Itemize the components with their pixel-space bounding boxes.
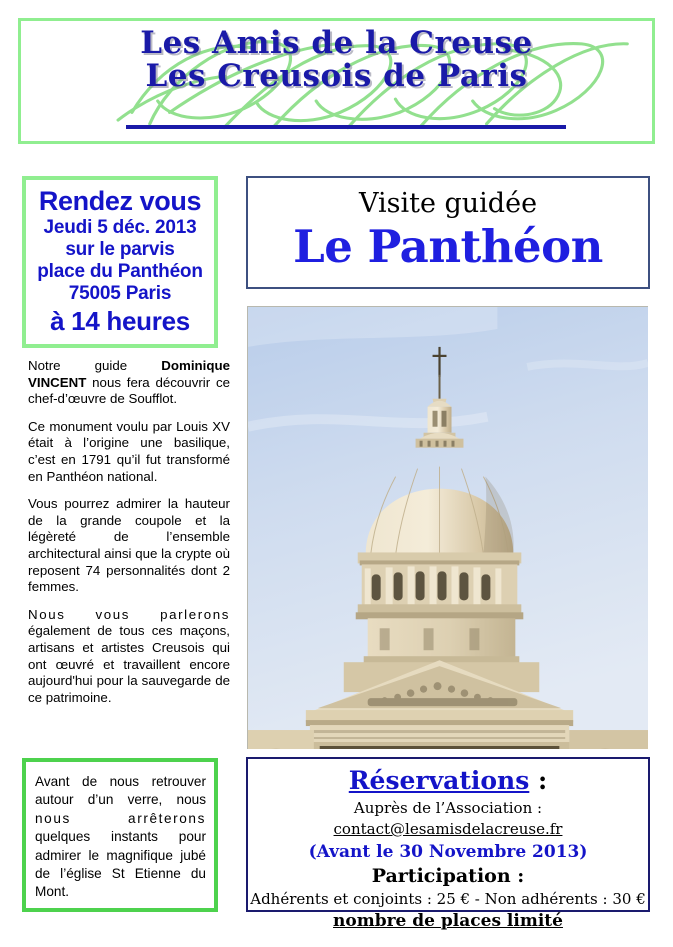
reservations-contact-prefix: Auprès de l’Association : bbox=[353, 799, 543, 817]
participation-label: Participation : bbox=[371, 865, 525, 887]
header-divider-rule bbox=[126, 125, 566, 129]
description-text-block bbox=[28, 358, 230, 706]
reservations-email-link[interactable]: contact@lesamisdelacreuse.fr bbox=[333, 820, 563, 838]
note-part-a: Avant de nous retrouver autour d’un verre, nous bbox=[35, 774, 206, 808]
after-visit-note-text bbox=[35, 773, 206, 902]
reservations-box bbox=[246, 757, 650, 931]
description-paragraph-1 bbox=[28, 358, 230, 408]
description-p1-prefix: Notre guide bbox=[28, 358, 162, 373]
header-banner bbox=[18, 18, 655, 144]
rendezvous-heading: Rendez vous bbox=[38, 186, 202, 216]
visit-monument-title: Le Panthéon bbox=[293, 220, 603, 273]
reservations-deadline: (Avant le 30 Novembre 2013) bbox=[308, 842, 588, 862]
description-p1-suffix: nous fera découvrir ce chef-d’œuvre de Soufflot. bbox=[28, 374, 230, 407]
rendezvous-location-line-1: sur le parvis bbox=[65, 239, 175, 260]
rendezvous-date: Jeudi 5 déc. 2013 bbox=[43, 217, 197, 238]
participation-prices: Adhérents et conjoints : 25 € - Non adhérents : 30 € bbox=[250, 890, 646, 908]
guide-name: Dominique VINCENT bbox=[28, 358, 230, 390]
pantheon-photo bbox=[247, 306, 648, 749]
description-paragraph-2: Ce monument voulu par Louis XV était à l’origine une basilique, c’est en 1791 qu’il fut transformé en Panthéon national. bbox=[28, 418, 230, 484]
rendezvous-location-line-2: place du Panthéon bbox=[37, 261, 203, 282]
limited-places-notice: nombre de places limité bbox=[333, 911, 563, 931]
visit-subtitle: Visite guidée bbox=[358, 188, 538, 219]
pantheon-photo-illustration bbox=[248, 307, 648, 749]
reservations-heading-underlined: Réservations bbox=[348, 766, 530, 795]
header-title-group bbox=[21, 27, 652, 93]
association-title-line-2: Les Creusois de Paris bbox=[145, 58, 528, 94]
rendezvous-box bbox=[22, 176, 218, 348]
rendezvous-postal-city: 75005 Paris bbox=[68, 283, 172, 304]
reservations-heading-colon: : bbox=[529, 766, 548, 795]
description-p4-lead: Nous vous parlerons bbox=[28, 606, 230, 622]
description-paragraph-3: Vous pourrez admirer la hauteur de la grande coupole et la légèreté de l’ensemble architectural ainsi que la crypte où reposent 74 personnalités dont 2 femmes. bbox=[28, 496, 230, 595]
note-part-b: nous arrêterons bbox=[35, 810, 206, 826]
reservations-contact-line bbox=[248, 798, 648, 840]
description-paragraph-4 bbox=[28, 607, 230, 707]
rendezvous-time: à 14 heures bbox=[50, 306, 190, 336]
description-p4-rest: également de tous ces maçons, artisans et artistes Creusois qui ont œuvré et travaillent encore aujourd'hui pour la sauvegarde de ce patrimoine. bbox=[28, 623, 230, 705]
note-part-c: quelques instants pour admirer le magnifique jubé de l’église St Etienne du Mont. bbox=[35, 829, 206, 900]
after-visit-note-box bbox=[22, 758, 218, 912]
association-title-line-1: Les Amis de la Creuse bbox=[140, 25, 533, 61]
visit-title-box bbox=[246, 176, 650, 289]
reservations-heading bbox=[248, 766, 648, 796]
